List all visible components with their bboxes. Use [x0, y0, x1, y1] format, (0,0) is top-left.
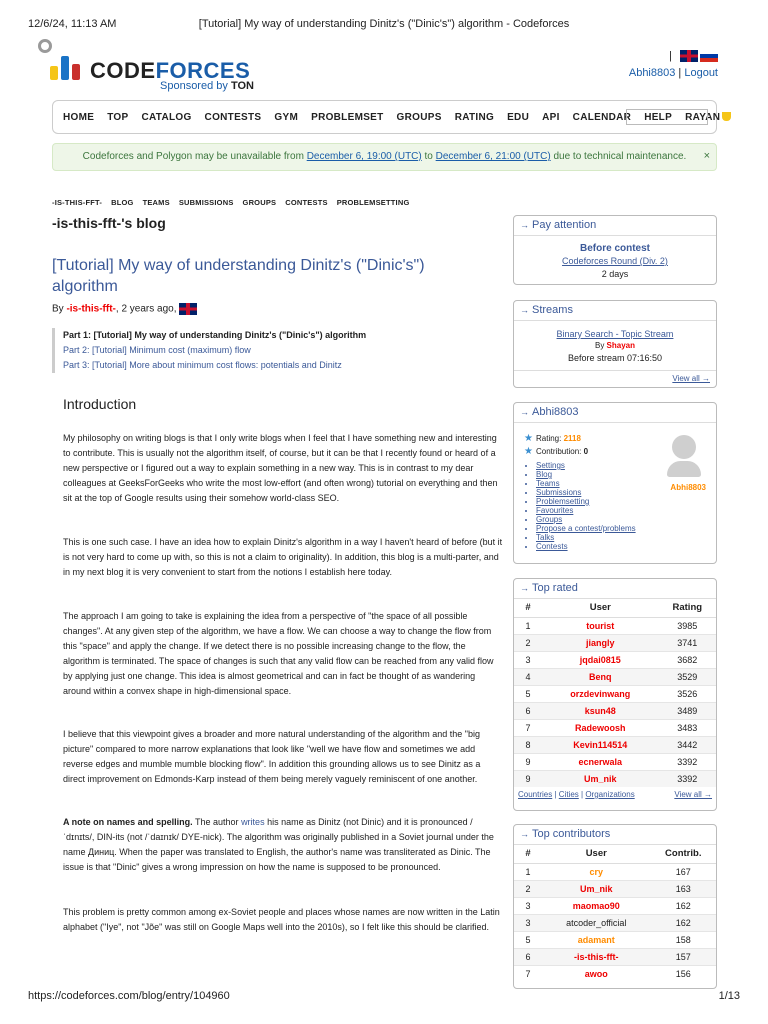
paragraph-2: This is one such case. I have an idea how to explain Dinitz's algorithm in a way I haven't heard of before (but it is not very hard to come up with, so this is not a claim to originality). In addition, this blog is a multi-parter, and in my next blog it is very convenient to start from the notions I establish here today. — [63, 537, 503, 577]
header-username-link[interactable]: Abhi8803 — [628, 67, 676, 79]
subnav-contests[interactable]: CONTESTS — [285, 198, 328, 207]
rank-cell: 4 — [514, 668, 542, 685]
link-blog[interactable]: • Blog — [536, 470, 636, 479]
menu-gym[interactable]: GYM — [274, 111, 299, 123]
value-cell: 3529 — [659, 668, 716, 685]
writes-link[interactable]: writes — [241, 817, 265, 827]
col-contrib: Contrib. — [651, 845, 716, 863]
cities-link[interactable]: Cities — [558, 790, 579, 799]
rank-cell: 1 — [514, 617, 542, 634]
user-link[interactable]: -is-this-fft- — [542, 948, 651, 965]
print-url: https://codeforces.com/blog/entry/104960 — [28, 990, 230, 1002]
user-link[interactable]: Benq — [542, 668, 659, 685]
table-row — [514, 685, 716, 702]
top-rated-table — [514, 599, 716, 787]
menu-api[interactable]: API — [542, 111, 560, 123]
uk-flag-icon[interactable] — [680, 50, 698, 62]
print-page-number: 1/13 — [718, 990, 740, 1002]
user-link[interactable]: awoo — [542, 965, 651, 982]
uk-flag-icon — [179, 303, 197, 315]
value-cell: 3489 — [659, 702, 716, 719]
logout-link[interactable]: Logout — [684, 67, 718, 79]
user-link[interactable]: cry — [542, 863, 651, 880]
link-problemsetting[interactable]: • Problemsetting — [536, 497, 636, 506]
table-row — [514, 965, 716, 982]
user-link[interactable]: Um_nik — [542, 770, 659, 787]
user-link[interactable]: jiangly — [542, 634, 659, 651]
paragraph-5: A note on names and spelling. The author writes his name as Dinitz (not Dinic) and it is pronounced /ˈdɪnɪts/, DIN-its (not /ˈdaɪnɪk/ DYE-nick). The algorithm was originally published in a Soviet journal under the name Диниц. When the paper was translated to English, the author's name was transliterated as Dinic. The issue is that "Dinic" gives a wrong impression on how the name is supposed to be pronounced. — [63, 817, 494, 872]
value-cell: 3985 — [659, 617, 716, 634]
main-menu — [52, 100, 721, 134]
top-rated-view-all-link[interactable]: View all → — [674, 790, 712, 799]
paragraph-3: The approach I am going to take is explaining the idea from a perspective of "the space of all possible changes". At any given step of the algorithm, we have a flow. We can choose a way to change the flow from this "space" and apply the change. If we detect there is no possible increasing change to the flow, the algorithm is terminated. The space of changes is such that any valid flow can be reached from any valid flow by applying just one change. This idea is almost geometrical and can in fact be thought of as wandering around within a convex shape in high-dimensional space. — [63, 611, 494, 696]
menu-rating[interactable]: RATING — [454, 111, 495, 123]
user-link[interactable]: atcoder_official — [542, 914, 651, 931]
stream-countdown: Before stream 07:16:50 — [567, 353, 663, 363]
search-input[interactable] — [626, 109, 708, 125]
rank-cell: 3 — [514, 897, 542, 914]
rank-cell: 3 — [514, 651, 542, 668]
subnav-teams[interactable]: TEAMS — [142, 198, 170, 207]
user-link[interactable]: Kevin114514 — [542, 736, 659, 753]
subnav-blog[interactable]: BLOG — [111, 198, 134, 207]
sponsor-text: Sponsored by TON — [160, 80, 254, 92]
table-row — [514, 634, 716, 651]
rank-cell: 2 — [514, 880, 542, 897]
contribution-star-icon: ★ — [524, 446, 533, 457]
user-link[interactable]: maomao90 — [542, 897, 651, 914]
table-row — [514, 736, 716, 753]
value-cell: 157 — [651, 948, 716, 965]
table-row — [514, 770, 716, 787]
organizations-link[interactable]: Organizations — [585, 790, 635, 799]
user-link[interactable]: Um_nik — [542, 880, 651, 897]
rank-cell: 2 — [514, 634, 542, 651]
col-rank: # — [514, 845, 542, 863]
user-link[interactable]: ksun48 — [542, 702, 659, 719]
table-row — [514, 753, 716, 770]
value-cell: 3526 — [659, 685, 716, 702]
post-byline: By -is-this-fft-, 2 years ago, — [52, 303, 197, 315]
link-talks[interactable]: • Talks — [536, 533, 636, 542]
value-cell: 167 — [651, 863, 716, 880]
value-cell: 3392 — [659, 753, 716, 770]
author-link[interactable]: -is-this-fft- — [66, 303, 116, 315]
user-box: → Abhi8803 ★ Rating: 2118 ★ Contribution: 0 Abhi8803 • Settings • Blog • Teams • Submissions • Problemsetting • Favourites • Groups • Propose a contest/problems • Talks • Contests — [513, 402, 717, 564]
rank-cell: 6 — [514, 948, 542, 965]
rank-cell: 5 — [514, 931, 542, 948]
rank-cell: 8 — [514, 736, 542, 753]
subnav-problemsetting[interactable]: PROBLEMSETTING — [336, 198, 410, 207]
logo-bars-icon — [50, 56, 90, 82]
print-footer — [28, 990, 740, 1004]
user-link[interactable]: Radewoosh — [542, 719, 659, 736]
value-cell: 3682 — [659, 651, 716, 668]
close-icon[interactable]: × — [703, 150, 710, 162]
value-cell: 162 — [651, 897, 716, 914]
post-title[interactable]: [Tutorial] My way of understanding Dinitz's ("Dinic's") algorithm — [52, 257, 425, 295]
value-cell: 158 — [651, 931, 716, 948]
menu-edu[interactable]: EDU — [507, 111, 530, 123]
section-heading: Introduction — [63, 396, 137, 412]
countries-link[interactable]: Countries — [518, 790, 553, 799]
table-row — [514, 863, 716, 880]
trophy-icon — [722, 112, 731, 121]
rank-cell: 3 — [514, 914, 542, 931]
col-rating: Rating — [659, 599, 716, 617]
link-settings[interactable]: • Settings — [536, 461, 636, 470]
stream-link[interactable]: Binary Search - Topic Stream — [556, 329, 674, 339]
table-row — [514, 702, 716, 719]
table-row — [514, 931, 716, 948]
menu-rayan[interactable]: RAYAN — [685, 112, 731, 123]
table-row — [514, 651, 716, 668]
lang-divider: | — [669, 50, 672, 62]
contest-link[interactable]: Codeforces Round (Div. 2) — [562, 256, 668, 266]
table-row — [514, 880, 716, 897]
menu-top[interactable]: TOP — [107, 111, 129, 123]
print-header — [28, 18, 740, 32]
user-links-list — [536, 461, 636, 551]
table-row — [514, 617, 716, 634]
streams-box: → Streams Binary Search - Topic Stream By Shayan Before stream 07:16:50 View all → — [513, 300, 717, 388]
maintenance-notice: Codeforces and Polygon may be unavailable from December 6, 19:00 (UTC) to December 6, 21:00 (UTC) due to technical maintenance. × — [52, 143, 717, 171]
logo-wordmark: CODEFORCES — [90, 58, 251, 83]
avatar[interactable] — [666, 435, 702, 479]
link-submissions[interactable]: • Submissions — [536, 488, 636, 497]
table-row — [514, 668, 716, 685]
streams-view-all-link[interactable]: View all → — [514, 370, 716, 383]
notice-to-link[interactable]: December 6, 21:00 (UTC) — [435, 151, 551, 162]
link-teams[interactable]: • Teams — [536, 479, 636, 488]
link-favourites[interactable]: • Favourites — [536, 506, 636, 515]
contest-countdown: 2 days — [601, 269, 629, 279]
pay-attention-box: → Pay attention Before contest Codeforces Round (Div. 2) 2 days — [513, 215, 717, 285]
table-row — [514, 897, 716, 914]
table-row — [514, 948, 716, 965]
header-user-area: | Abhi8803 | Logout — [628, 50, 718, 79]
rank-cell: 5 — [514, 685, 542, 702]
top-contributors-box: → Top contributors # User Contrib. 1 cry 167 2 Um_nik 163 3 maomao90 162 3 atcoder_official 162 5 adamant 158 6 -is-this-fft- 157 7 awoo 156 — [513, 824, 717, 989]
value-cell: 156 — [651, 965, 716, 982]
before-contest-label: Before contest — [579, 243, 650, 254]
part-2-link[interactable]: Part 2: [Tutorial] Minimum cost (maximum) flow — [63, 345, 251, 355]
rank-cell: 6 — [514, 702, 542, 719]
table-row — [514, 914, 716, 931]
link-propose[interactable]: • Propose a contest/problems — [536, 524, 636, 533]
value-cell: 163 — [651, 880, 716, 897]
user-link[interactable]: ecnerwala — [542, 753, 659, 770]
part-3-link[interactable]: Part 3: [Tutorial] More about minimum cost flows: potentials and Dinitz — [63, 360, 342, 370]
rank-cell: 9 — [514, 770, 542, 787]
col-user: User — [542, 845, 651, 863]
value-cell: 3483 — [659, 719, 716, 736]
print-datetime: 12/6/24, 11:13 AM — [28, 18, 117, 30]
print-title: [Tutorial] My way of understanding Dinitz's ("Dinic's") algorithm - Codeforces — [198, 18, 570, 30]
blog-title: -is-this-fft-'s blog — [52, 215, 166, 231]
value-cell: 3741 — [659, 634, 716, 651]
rank-cell: 9 — [514, 753, 542, 770]
profile-subnav — [52, 198, 410, 207]
rank-cell: 7 — [514, 965, 542, 982]
link-contests[interactable]: • Contests — [536, 542, 636, 551]
paragraph-1: My philosophy on writing blogs is that I only write blogs when I feel that I have something new and interesting to contribute. This is usually not the algorithm itself, of course, but it can be that I recently found or heard of a new perspective or I figured out a way to explain something in a new way. This is in contrast to my dear colleagues at GeeksForGeeks who write the most low-effort (and often wrong) tutorial on everything and then sit at the top of Google results using their somehow world-class SEO. — [63, 433, 498, 503]
menu-catalog[interactable]: CATALOG — [141, 111, 192, 123]
top-rated-box: → Top rated # User Rating 1 tourist 3985 2 jiangly 3741 3 jqdai0815 3682 4 Benq 3529 5 orzdevinwang 3526 6 ksun48 3489 7 Radewoosh 3483 8 Kevin114514 3442 9 ecnerwala 3392 9 Um_nik 3392 Countries | Cities | Organizations View all → — [513, 578, 717, 811]
avatar-handle[interactable]: Abhi8803 — [670, 483, 706, 492]
gear-icon[interactable] — [38, 39, 52, 53]
menu-calendar[interactable]: CALENDAR — [572, 111, 632, 123]
notice-from-link[interactable]: December 6, 19:00 (UTC) — [306, 151, 422, 162]
user-link[interactable]: orzdevinwang — [542, 685, 659, 702]
menu-problemset[interactable]: PROBLEMSET — [311, 111, 384, 123]
subnav-submissions[interactable]: SUBMISSIONS — [178, 198, 234, 207]
link-groups[interactable]: • Groups — [536, 515, 636, 524]
top-rated-footer: Countries | Cities | Organizations View all → — [518, 790, 712, 799]
streamer-link[interactable]: Shayan — [606, 341, 636, 350]
paragraph-6: This problem is pretty common among ex-Soviet people and places whose names are now written in the Latin alphabet ("Iye", not "Jõe" was still on Google Maps well into the 2010s), so I felt like this should be clarified. — [63, 907, 500, 932]
subnav-groups[interactable]: GROUPS — [242, 198, 277, 207]
paragraph-4: I believe that this viewpoint gives a broader and more natural understanding of the algorithm and the "big picture" compared to more narrow explanations that look like "well we have flow and sometimes we add reverse edges and mumble mumble blocking flow". In addition this grounding allows us to see Dinitz as a direct improvement on Edmonds-Karp instead of them being merely vaguely reminiscent of one another. — [63, 729, 481, 784]
user-contribution: 0 — [583, 447, 589, 456]
menu-help[interactable]: HELP — [644, 111, 673, 123]
user-link[interactable]: jqdai0815 — [542, 651, 659, 668]
user-rating: 2118 — [563, 434, 581, 443]
value-cell: 3442 — [659, 736, 716, 753]
part-1-link: Part 1: [Tutorial] My way of understanding Dinitz's ("Dinic's") algorithm — [63, 330, 367, 340]
rank-cell: 7 — [514, 719, 542, 736]
table-row — [514, 719, 716, 736]
menu-groups[interactable]: GROUPS — [396, 111, 442, 123]
rating-star-icon: ★ — [524, 433, 533, 444]
user-link[interactable]: adamant — [542, 931, 651, 948]
menu-contests[interactable]: CONTESTS — [204, 111, 262, 123]
menu-home[interactable]: HOME — [63, 111, 95, 123]
subnav-profile[interactable]: -IS-THIS-FFT- — [52, 198, 103, 207]
col-rank: # — [514, 599, 542, 617]
value-cell: 3392 — [659, 770, 716, 787]
value-cell: 162 — [651, 914, 716, 931]
top-contributors-table — [514, 845, 716, 982]
user-link[interactable]: tourist — [542, 617, 659, 634]
russia-flag-icon[interactable] — [700, 50, 718, 62]
rank-cell: 1 — [514, 863, 542, 880]
series-parts — [52, 328, 502, 373]
col-user: User — [542, 599, 659, 617]
